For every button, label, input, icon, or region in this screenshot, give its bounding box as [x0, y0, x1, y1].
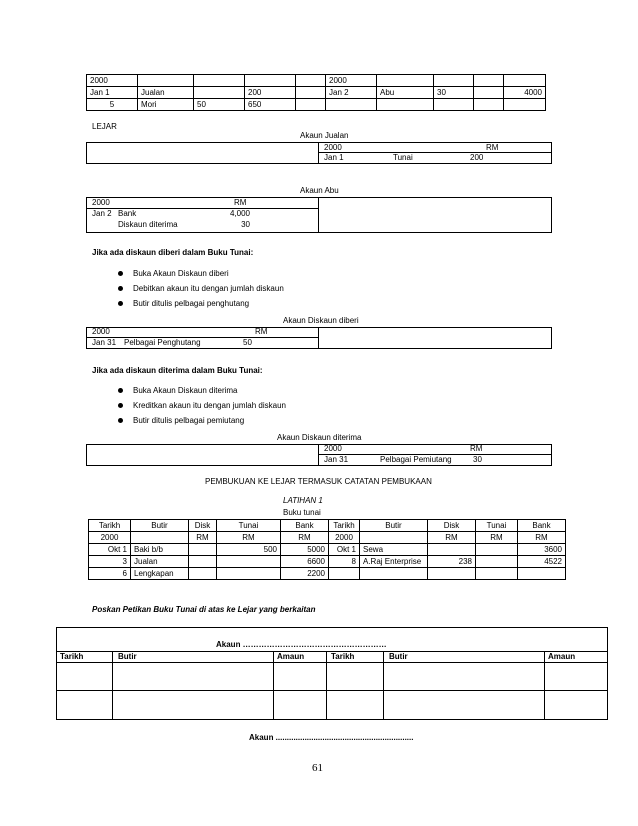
- cell: 5000: [281, 544, 329, 556]
- table-row: [89, 544, 566, 556]
- cell: [131, 532, 189, 544]
- abu-desc-2: Diskaun diterima: [118, 220, 178, 229]
- cell: 238: [428, 556, 476, 568]
- ledger-divider: [318, 327, 319, 348]
- cell: [296, 75, 326, 87]
- cell: RM: [476, 532, 518, 544]
- diberi-year: 2000: [92, 327, 110, 336]
- table-row: [89, 556, 566, 568]
- ledger-divider: [383, 651, 384, 719]
- cell: 3: [89, 556, 131, 568]
- cell: Jan 1: [87, 87, 138, 99]
- cell: Mori: [138, 99, 194, 111]
- header-cell: Tarikh: [329, 520, 360, 532]
- cell: [326, 99, 377, 111]
- cell: [189, 568, 217, 580]
- ledger-divider: [112, 651, 113, 719]
- poskan-heading: Poskan Petikan Buku Tunai di atas ke Lejar yang berkaitan: [92, 605, 316, 614]
- jualan-year: 2000: [324, 143, 342, 152]
- cell: [194, 87, 245, 99]
- cell: 200: [245, 87, 296, 99]
- bullet-icon: [118, 388, 123, 393]
- cell: [504, 75, 546, 87]
- cell: [518, 568, 566, 580]
- cell: 500: [217, 544, 281, 556]
- page-number: 61: [312, 762, 323, 774]
- cell: 2000: [329, 532, 360, 544]
- cell: [504, 99, 546, 111]
- ledger-rule: [56, 690, 607, 691]
- list-item: Kreditkan akaun itu dengan jumlah diskaun: [118, 398, 286, 413]
- diskaun-diterima-title: Akaun Diskaun diterima: [277, 433, 362, 442]
- diterima-date: Jan 31: [324, 455, 349, 464]
- jualan-currency: RM: [486, 143, 499, 152]
- cell: [189, 544, 217, 556]
- cell: RM: [281, 532, 329, 544]
- cell: [217, 568, 281, 580]
- header-cell: Disk: [189, 520, 217, 532]
- diskaun-diberi-bullets: [118, 266, 284, 311]
- cell: RM: [428, 532, 476, 544]
- abu-amount-2: 30: [241, 220, 250, 229]
- table-row: [87, 75, 546, 87]
- cell: Abu: [377, 87, 434, 99]
- abu-desc-1: Bank: [118, 209, 137, 218]
- ledger-rule: [86, 337, 318, 338]
- ledger-divider: [318, 197, 319, 232]
- list-item: Butir ditulis pelbagai pemiutang: [118, 413, 286, 428]
- cell: Sewa: [360, 544, 428, 556]
- header-cell: Tunai: [217, 520, 281, 532]
- cell: [474, 75, 504, 87]
- header-cell: Disk: [428, 520, 476, 532]
- jualan-amount: 200: [470, 153, 484, 162]
- cell: 6600: [281, 556, 329, 568]
- diskaun-diterima-heading: Jika ada diskaun diterima dalam Buku Tunai:: [92, 366, 263, 375]
- abu-date: Jan 2: [92, 209, 112, 218]
- cell: [474, 99, 504, 111]
- latihan-subtitle: Buku tunai: [283, 508, 321, 517]
- cell: 2000: [326, 75, 377, 87]
- cell: 30: [434, 87, 474, 99]
- pembukuan-heading: PEMBUKUAN KE LEJAR TERMASUK CATATAN PEMBUKAAN: [205, 477, 432, 486]
- cell: 2200: [281, 568, 329, 580]
- table-row: [87, 87, 546, 99]
- exercise-header-tarikh: Tarikh: [60, 652, 84, 661]
- jualan-desc: Tunai: [393, 153, 413, 162]
- abu-title: Akaun Abu: [300, 186, 339, 195]
- lejar-label: LEJAR: [92, 122, 117, 131]
- abu-currency: RM: [234, 198, 247, 207]
- list-item: Butir ditulis pelbagai penghutang: [118, 296, 284, 311]
- cell: 2000: [89, 532, 131, 544]
- cell: Baki b/b: [131, 544, 189, 556]
- bullet-icon: [118, 403, 123, 408]
- bullet-icon: [118, 301, 123, 306]
- cell: 650: [245, 99, 296, 111]
- bullet-icon: [118, 271, 123, 276]
- bullet-icon: [118, 286, 123, 291]
- cell: [360, 568, 428, 580]
- ledger-divider: [326, 651, 327, 719]
- jualan-title: Akaun Jualan: [300, 131, 349, 140]
- cell: [428, 544, 476, 556]
- ledger-rule: [318, 152, 551, 153]
- cell: [434, 99, 474, 111]
- diberi-currency: RM: [255, 327, 268, 336]
- header-cell: Tarikh: [89, 520, 131, 532]
- bottom-akaun-label: Akaun ..............................................................: [249, 733, 414, 742]
- diterima-desc: Pelbagai Pemiutang: [380, 455, 452, 464]
- cell: 50: [194, 99, 245, 111]
- header-cell: Butir: [360, 520, 428, 532]
- latihan-cash-book-table: [88, 519, 566, 580]
- cell: 4522: [518, 556, 566, 568]
- diberi-amount: 50: [243, 338, 252, 347]
- cell: 2000: [87, 75, 138, 87]
- cell: RM: [189, 532, 217, 544]
- diberi-desc: Pelbagai Penghutang: [124, 338, 201, 347]
- cell: [474, 87, 504, 99]
- cell: [296, 87, 326, 99]
- latihan-title: LATIHAN 1: [283, 496, 323, 505]
- diterima-amount: 30: [473, 455, 482, 464]
- cell: [360, 532, 428, 544]
- ledger-divider: [544, 651, 545, 719]
- header-cell: Tunai: [476, 520, 518, 532]
- diskaun-diterima-bullets: [118, 383, 286, 428]
- cell: 8: [329, 556, 360, 568]
- table-row: [87, 99, 546, 111]
- ledger-divider: [273, 651, 274, 719]
- cell: [476, 544, 518, 556]
- cell: [138, 75, 194, 87]
- list-item: Debitkan akaun itu dengan jumlah diskaun: [118, 281, 284, 296]
- cell: 6: [89, 568, 131, 580]
- ledger-rule: [56, 662, 607, 663]
- exercise-header-butir: Butir: [118, 652, 137, 661]
- diskaun-diberi-title: Akaun Diskaun diberi: [283, 316, 359, 325]
- cell: 3600: [518, 544, 566, 556]
- cell: RM: [518, 532, 566, 544]
- cell: [296, 99, 326, 111]
- table-header-row: [89, 520, 566, 532]
- exercise-ledger-title: Akaun ………………………………………………: [216, 640, 387, 649]
- list-item: Buka Akaun Diskaun diberi: [118, 266, 284, 281]
- cell: [329, 568, 360, 580]
- cell: [189, 556, 217, 568]
- cell: Okt 1: [329, 544, 360, 556]
- cell: [377, 99, 434, 111]
- header-cell: Bank: [518, 520, 566, 532]
- header-cell: Butir: [131, 520, 189, 532]
- top-cash-book-table: [86, 74, 546, 111]
- cell: [245, 75, 296, 87]
- jualan-date: Jan 1: [324, 153, 344, 162]
- cell: [217, 556, 281, 568]
- cell: 4000: [504, 87, 546, 99]
- list-item: Buka Akaun Diskaun diterima: [118, 383, 286, 398]
- cell: Jualan: [138, 87, 194, 99]
- cell: Lengkapan: [131, 568, 189, 580]
- diterima-currency: RM: [470, 444, 483, 453]
- diberi-date: Jan 31: [92, 338, 117, 347]
- cell: [377, 75, 434, 87]
- cell: [194, 75, 245, 87]
- table-row: [89, 532, 566, 544]
- cell: Jualan: [131, 556, 189, 568]
- cell: Jan 2: [326, 87, 377, 99]
- cell: 5: [87, 99, 138, 111]
- header-cell: Bank: [281, 520, 329, 532]
- diterima-year: 2000: [324, 444, 342, 453]
- cell: RM: [217, 532, 281, 544]
- cell: Okt 1: [89, 544, 131, 556]
- exercise-header-butir-2: Butir: [389, 652, 408, 661]
- cell: [428, 568, 476, 580]
- table-row: [89, 568, 566, 580]
- exercise-header-tarikh-2: Tarikh: [331, 652, 355, 661]
- cell: [434, 75, 474, 87]
- diskaun-diberi-heading: Jika ada diskaun diberi dalam Buku Tunai:: [92, 248, 254, 257]
- abu-year: 2000: [92, 198, 110, 207]
- cell: [476, 568, 518, 580]
- exercise-header-amaun: Amaun: [277, 652, 305, 661]
- bullet-icon: [118, 418, 123, 423]
- exercise-header-amaun-2: Amaun: [548, 652, 576, 661]
- cell: A.Raj Enterprise: [360, 556, 428, 568]
- abu-amount-1: 4,000: [229, 209, 250, 218]
- cell: [476, 556, 518, 568]
